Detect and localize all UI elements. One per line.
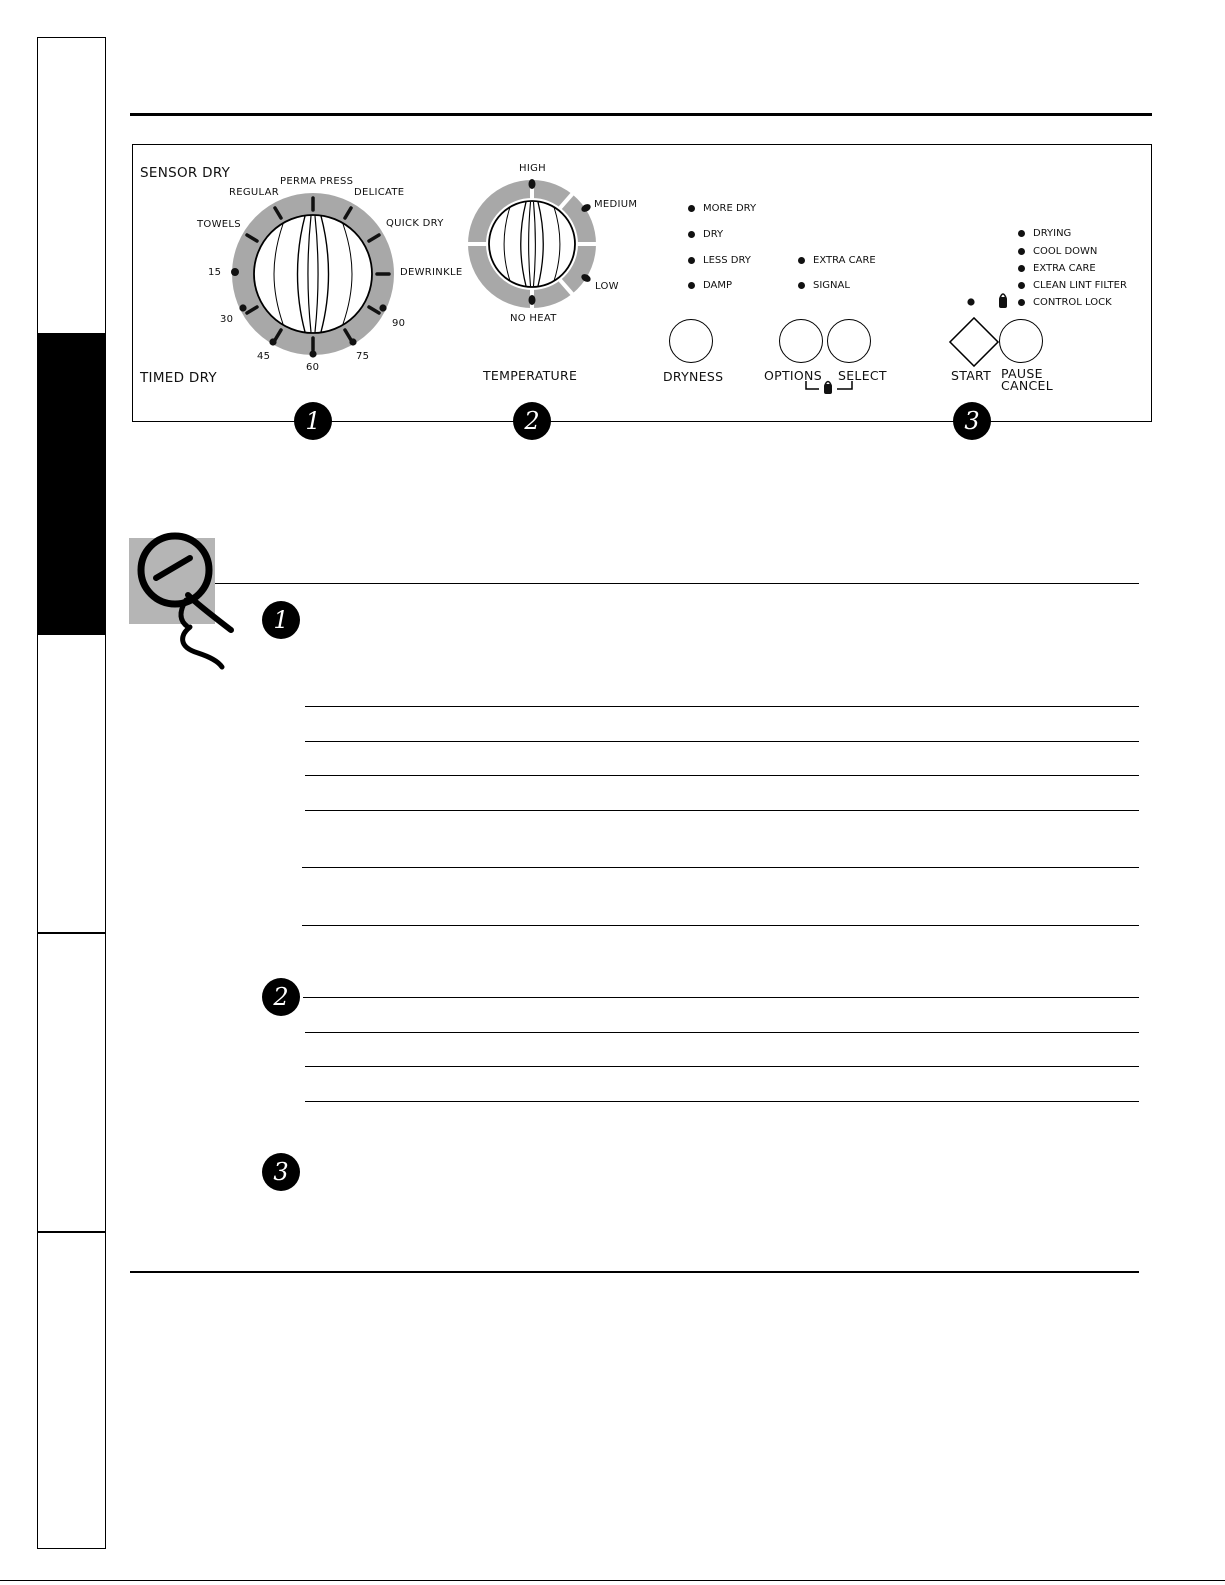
led-dot <box>1018 230 1025 237</box>
dot-60 <box>309 350 316 357</box>
side-tab-4[interactable] <box>38 934 105 1233</box>
cycle-label-towels: TOWELS <box>197 219 241 230</box>
timed-dry-label: TIMED DRY <box>140 370 217 386</box>
callout-badge-1 <box>293 401 333 441</box>
option-led-extra-care: EXTRA CARE <box>798 255 876 266</box>
led-dot <box>688 205 695 212</box>
led-dot <box>688 231 695 238</box>
temp-label-low: LOW <box>595 281 619 292</box>
dot-high <box>529 179 536 189</box>
dryness-led-dry: DRY <box>688 229 723 240</box>
timed-label-30: 30 <box>220 314 234 325</box>
cycle-dial[interactable] <box>227 198 399 358</box>
dryness-led-more-dry: MORE DRY <box>688 203 756 214</box>
table-rule <box>305 741 1139 742</box>
start-button-shape[interactable] <box>950 318 998 366</box>
status-led-control-lock: CONTROL LOCK <box>1018 297 1112 308</box>
table-rule <box>303 997 1139 998</box>
pause-label: PAUSE <box>1001 366 1043 381</box>
dot-30 <box>239 304 246 311</box>
control-panel <box>132 144 1152 422</box>
svg-text:1: 1 <box>273 606 289 634</box>
led-dot <box>1018 282 1025 289</box>
dryness-button[interactable] <box>669 319 713 363</box>
temp-label-medium: MEDIUM <box>594 199 638 210</box>
callout-badge-2 <box>512 401 552 441</box>
page-bottom-rule <box>0 1580 1225 1581</box>
options-button[interactable] <box>779 319 823 363</box>
svg-text:2: 2 <box>273 983 289 1011</box>
status-led-drying: DRYING <box>1018 228 1071 239</box>
svg-text:3: 3 <box>273 1158 289 1186</box>
status-led-cool-down: COOL DOWN <box>1018 246 1097 257</box>
temperature-label: TEMPERATURE <box>483 368 578 383</box>
table-rule <box>302 867 1139 868</box>
side-tab-1[interactable] <box>38 38 105 335</box>
side-tab-strip <box>37 37 106 1549</box>
timed-label-15: 15 <box>208 267 222 278</box>
select-label: SELECT <box>838 368 887 383</box>
timed-label-75: 75 <box>356 351 370 362</box>
timed-label-90: 90 <box>392 318 406 329</box>
status-led-extra-care: EXTRA CARE <box>1018 263 1096 274</box>
lock-icon <box>999 294 1007 308</box>
top-rule <box>130 113 1152 116</box>
svg-text:1: 1 <box>305 407 321 435</box>
table-rule <box>302 925 1139 926</box>
temp-label-no-heat: NO HEAT <box>510 313 557 324</box>
dryness-led-damp: DAMP <box>688 280 732 291</box>
led-dot <box>1018 299 1025 306</box>
dryness-led-less-dry: LESS DRY <box>688 255 751 266</box>
dot-45 <box>269 338 276 345</box>
led-dot <box>798 282 805 289</box>
table-rule <box>305 1066 1139 1067</box>
table-rule <box>305 1101 1139 1102</box>
table-rule <box>305 706 1139 707</box>
side-tab-5[interactable] <box>38 1233 105 1550</box>
led-dot <box>1018 265 1025 272</box>
side-tab-2-active[interactable] <box>38 335 105 635</box>
section-end-rule <box>130 1271 1139 1273</box>
cycle-label-regular: REGULAR <box>229 187 280 198</box>
start-label: START <box>951 368 992 383</box>
led-dot <box>1018 248 1025 255</box>
cancel-label: CANCEL <box>1001 378 1054 393</box>
section-rule-main <box>215 583 1139 584</box>
select-button[interactable] <box>827 319 871 363</box>
dot-90 <box>379 304 386 311</box>
sensor-dry-label: SENSOR DRY <box>140 165 231 181</box>
table-rule <box>305 775 1139 776</box>
cycle-label-perma-press: PERMA PRESS <box>280 176 354 187</box>
cycle-label-quick-dry: QUICK DRY <box>386 218 444 229</box>
option-led-signal: SIGNAL <box>798 280 850 291</box>
cycle-label-delicate: DELICATE <box>354 187 405 198</box>
side-tab-3[interactable] <box>38 635 105 934</box>
callout-badge-3 <box>952 401 992 441</box>
status-led-clean-lint-filter: CLEAN LINT FILTER <box>1018 280 1127 291</box>
knob-turn-icon <box>128 515 248 675</box>
led-dot <box>688 257 695 264</box>
dot-no-heat <box>529 295 536 305</box>
led-dot <box>688 282 695 289</box>
dot-75 <box>349 338 356 345</box>
table-rule <box>305 810 1139 811</box>
timed-label-45: 45 <box>257 351 271 362</box>
dot-15 <box>231 268 239 276</box>
section-marker-1 <box>261 600 301 640</box>
start-led <box>967 298 974 305</box>
pause-cancel-button[interactable] <box>999 319 1043 363</box>
led-dot <box>798 257 805 264</box>
options-label: OPTIONS <box>764 368 822 383</box>
svg-text:3: 3 <box>964 407 980 435</box>
timed-label-60: 60 <box>306 362 320 373</box>
table-rule <box>305 1032 1139 1033</box>
cycle-label-dewrinkle: DEWRINKLE <box>400 267 463 278</box>
dryness-label: DRYNESS <box>663 369 724 384</box>
section-marker-2 <box>261 977 301 1017</box>
temperature-dial[interactable] <box>466 178 598 310</box>
section-marker-3 <box>261 1152 301 1192</box>
temp-label-high: HIGH <box>519 163 546 174</box>
svg-text:2: 2 <box>524 407 540 435</box>
